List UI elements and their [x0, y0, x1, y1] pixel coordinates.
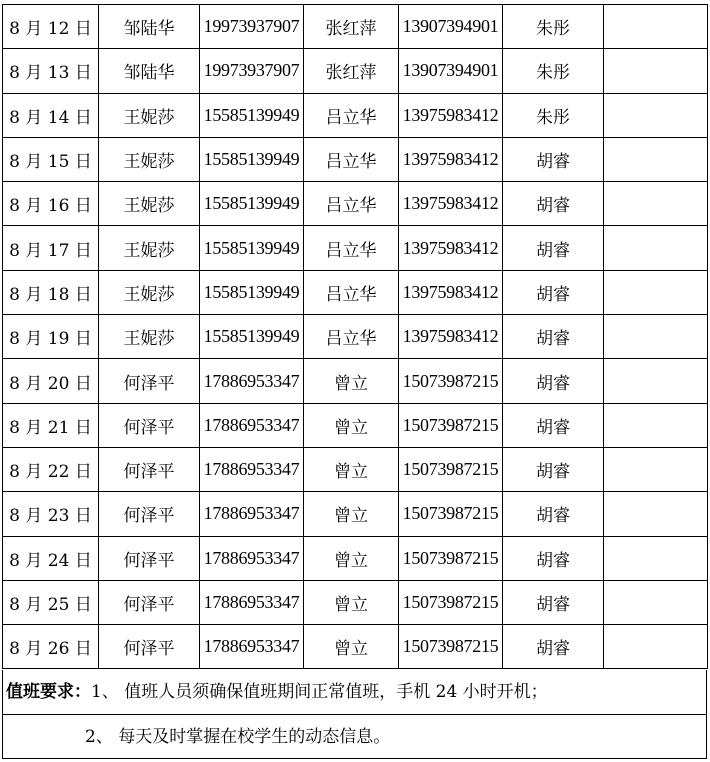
staff-phone-cell: 13975983412: [399, 182, 503, 226]
remark-cell: [604, 226, 708, 270]
requirement-item-2: 2、 每天及时掌握在校学生的动态信息。: [85, 727, 391, 747]
duty-schedule-table: [2, 4, 708, 669]
table-row: [3, 625, 708, 669]
leader-phone-cell: 15585139949: [200, 315, 304, 359]
supervisor-cell: 胡睿: [503, 137, 604, 181]
leader-name-cell: 何泽平: [99, 492, 200, 536]
supervisor-cell: 胡睿: [503, 403, 604, 447]
staff-phone-cell: 13975983412: [399, 137, 503, 181]
leader-name-cell: 王妮莎: [99, 182, 200, 226]
supervisor-cell: 朱彤: [503, 49, 604, 93]
date-cell: 8 月 17 日: [3, 226, 99, 270]
supervisor-cell: 胡睿: [503, 270, 604, 314]
staff-phone-cell: 13975983412: [399, 315, 503, 359]
staff-phone-cell: 15073987215: [399, 403, 503, 447]
staff-name-cell: 吕立华: [304, 93, 399, 137]
requirements-label: 值班要求：: [6, 682, 91, 702]
leader-phone-cell: 15585139949: [200, 182, 304, 226]
table-row: [3, 182, 708, 226]
duty-requirements-row-2: [2, 715, 707, 759]
schedule-body: [3, 5, 708, 669]
date-cell: 8 月 14 日: [3, 93, 99, 137]
leader-name-cell: 何泽平: [99, 403, 200, 447]
leader-phone-cell: 15585139949: [200, 226, 304, 270]
duty-requirements-row-1: [2, 670, 707, 715]
table-row: [3, 492, 708, 536]
leader-name-cell: 何泽平: [99, 359, 200, 403]
leader-phone-cell: 17886953347: [200, 492, 304, 536]
remark-cell: [604, 492, 708, 536]
leader-name-cell: 何泽平: [99, 580, 200, 624]
staff-phone-cell: 13907394901: [399, 5, 503, 49]
remark-cell: [604, 536, 708, 580]
table-row: [3, 5, 708, 49]
leader-name-cell: 何泽平: [99, 447, 200, 491]
table-row: [3, 403, 708, 447]
table-row: [3, 226, 708, 270]
leader-name-cell: 邹陆华: [99, 5, 200, 49]
remark-cell: [604, 447, 708, 491]
remark-cell: [604, 5, 708, 49]
leader-phone-cell: 17886953347: [200, 580, 304, 624]
staff-name-cell: 曾立: [304, 492, 399, 536]
leader-phone-cell: 19973937907: [200, 5, 304, 49]
leader-name-cell: 王妮莎: [99, 93, 200, 137]
leader-name-cell: 王妮莎: [99, 270, 200, 314]
staff-phone-cell: 13975983412: [399, 93, 503, 137]
staff-name-cell: 吕立华: [304, 182, 399, 226]
staff-name-cell: 曾立: [304, 625, 399, 669]
leader-name-cell: 何泽平: [99, 536, 200, 580]
staff-phone-cell: 15073987215: [399, 492, 503, 536]
supervisor-cell: 朱彤: [503, 93, 604, 137]
remark-cell: [604, 137, 708, 181]
staff-name-cell: 吕立华: [304, 137, 399, 181]
date-cell: 8 月 20 日: [3, 359, 99, 403]
staff-phone-cell: 15073987215: [399, 536, 503, 580]
supervisor-cell: 胡睿: [503, 359, 604, 403]
staff-phone-cell: 13975983412: [399, 270, 503, 314]
staff-name-cell: 吕立华: [304, 315, 399, 359]
staff-phone-cell: 15073987215: [399, 359, 503, 403]
staff-phone-cell: 15073987215: [399, 447, 503, 491]
leader-phone-cell: 17886953347: [200, 359, 304, 403]
table-row: [3, 93, 708, 137]
date-cell: 8 月 21 日: [3, 403, 99, 447]
table-row: [3, 359, 708, 403]
supervisor-cell: 胡睿: [503, 447, 604, 491]
date-cell: 8 月 12 日: [3, 5, 99, 49]
remark-cell: [604, 270, 708, 314]
staff-name-cell: 曾立: [304, 359, 399, 403]
supervisor-cell: 胡睿: [503, 182, 604, 226]
staff-name-cell: 曾立: [304, 580, 399, 624]
leader-phone-cell: 19973937907: [200, 49, 304, 93]
staff-phone-cell: 13907394901: [399, 49, 503, 93]
remark-cell: [604, 359, 708, 403]
remark-cell: [604, 49, 708, 93]
staff-phone-cell: 15073987215: [399, 580, 503, 624]
staff-name-cell: 吕立华: [304, 226, 399, 270]
staff-name-cell: 曾立: [304, 403, 399, 447]
leader-name-cell: 王妮莎: [99, 226, 200, 270]
table-row: [3, 49, 708, 93]
date-cell: 8 月 24 日: [3, 536, 99, 580]
staff-name-cell: 吕立华: [304, 270, 399, 314]
staff-phone-cell: 15073987215: [399, 625, 503, 669]
leader-phone-cell: 15585139949: [200, 137, 304, 181]
leader-phone-cell: 17886953347: [200, 447, 304, 491]
date-cell: 8 月 22 日: [3, 447, 99, 491]
table-row: [3, 137, 708, 181]
remark-cell: [604, 315, 708, 359]
requirement-item-1: 1、 值班人员须确保值班期间正常值班，手机 24 小时开机；: [91, 682, 548, 702]
remark-cell: [604, 580, 708, 624]
date-cell: 8 月 19 日: [3, 315, 99, 359]
leader-phone-cell: 15585139949: [200, 93, 304, 137]
table-row: [3, 270, 708, 314]
table-row: [3, 536, 708, 580]
supervisor-cell: 胡睿: [503, 315, 604, 359]
date-cell: 8 月 23 日: [3, 492, 99, 536]
date-cell: 8 月 25 日: [3, 580, 99, 624]
leader-phone-cell: 17886953347: [200, 625, 304, 669]
leader-name-cell: 邹陆华: [99, 49, 200, 93]
supervisor-cell: 胡睿: [503, 226, 604, 270]
leader-name-cell: 王妮莎: [99, 315, 200, 359]
remark-cell: [604, 93, 708, 137]
table-row: [3, 580, 708, 624]
date-cell: 8 月 26 日: [3, 625, 99, 669]
date-cell: 8 月 15 日: [3, 137, 99, 181]
table-row: [3, 447, 708, 491]
staff-name-cell: 张红萍: [304, 49, 399, 93]
date-cell: 8 月 18 日: [3, 270, 99, 314]
leader-name-cell: 王妮莎: [99, 137, 200, 181]
staff-name-cell: 曾立: [304, 536, 399, 580]
leader-phone-cell: 17886953347: [200, 536, 304, 580]
remark-cell: [604, 182, 708, 226]
leader-phone-cell: 15585139949: [200, 270, 304, 314]
supervisor-cell: 胡睿: [503, 625, 604, 669]
staff-name-cell: 张红萍: [304, 5, 399, 49]
supervisor-cell: 胡睿: [503, 492, 604, 536]
staff-phone-cell: 13975983412: [399, 226, 503, 270]
date-cell: 8 月 16 日: [3, 182, 99, 226]
supervisor-cell: 朱彤: [503, 5, 604, 49]
table-row: [3, 315, 708, 359]
supervisor-cell: 胡睿: [503, 580, 604, 624]
date-cell: 8 月 13 日: [3, 49, 99, 93]
leader-name-cell: 何泽平: [99, 625, 200, 669]
leader-phone-cell: 17886953347: [200, 403, 304, 447]
remark-cell: [604, 403, 708, 447]
staff-name-cell: 曾立: [304, 447, 399, 491]
remark-cell: [604, 625, 708, 669]
supervisor-cell: 胡睿: [503, 536, 604, 580]
